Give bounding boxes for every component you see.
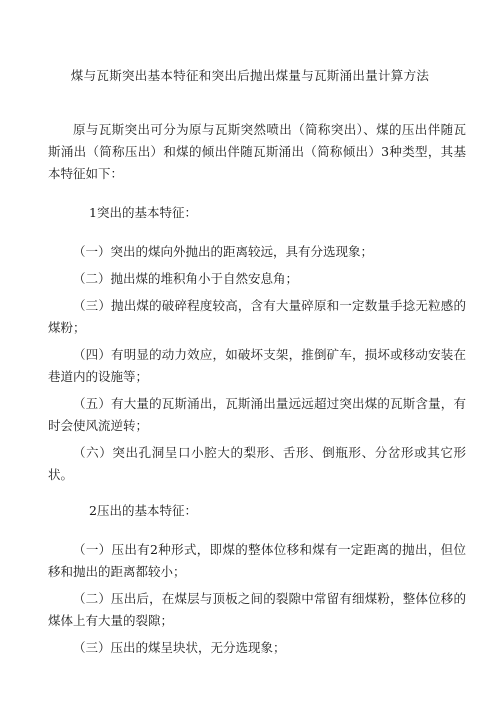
list-item: （一）突出的煤向外抛出的距离较远，具有分选现象； xyxy=(73,244,374,259)
list-item: （二）压出后，在煤层与顶板之间的裂隙中常留有细煤粉，整体位移的煤体上有大量的裂隙； xyxy=(48,591,466,628)
list-item: （二）抛出煤的堆积角小于自然安息角； xyxy=(73,271,299,286)
list-item: （三）压出的煤呈块状，无分选现象； xyxy=(73,640,286,655)
intro-paragraph: 原与瓦斯突出可分为原与瓦斯突然喷出（简称突出）、煤的压出伴随瓦斯涌出（简称压出）和煤的倾出伴随瓦斯涌出（简称倾出）3种类型，其基本特征如下： xyxy=(48,122,466,181)
section-heading-outburst: 1突出的基本特征： xyxy=(89,205,197,220)
list-item: （四）有明显的动力效应，如破坏支架，推倒矿车，损坏或移动安装在巷道内的设施等； xyxy=(48,347,466,384)
list-item: （一）压出有2种形式，即煤的整体位移和煤有一定距离的抛出，但位移和抛出的距离都较小； xyxy=(48,542,466,579)
list-item: （五）有大量的瓦斯涌出，瓦斯涌出量远远超过突出煤的瓦斯含量，有时会使风流逆转； xyxy=(48,396,466,433)
document-body xyxy=(48,119,466,664)
list-item: （六）突出孔洞呈口小腔大的梨形、舌形、倒瓶形、分岔形或其它形状。 xyxy=(48,445,466,482)
section-heading-extrusion: 2压出的基本特征： xyxy=(89,503,197,518)
document-title: 煤与瓦斯突出基本特征和突出后抛出煤量与瓦斯涌出量计算方法 xyxy=(70,68,430,83)
list-item: （三）抛出煤的破碎程度较高，含有大量碎原和一定数量手捻无粒感的煤粉； xyxy=(48,298,466,335)
